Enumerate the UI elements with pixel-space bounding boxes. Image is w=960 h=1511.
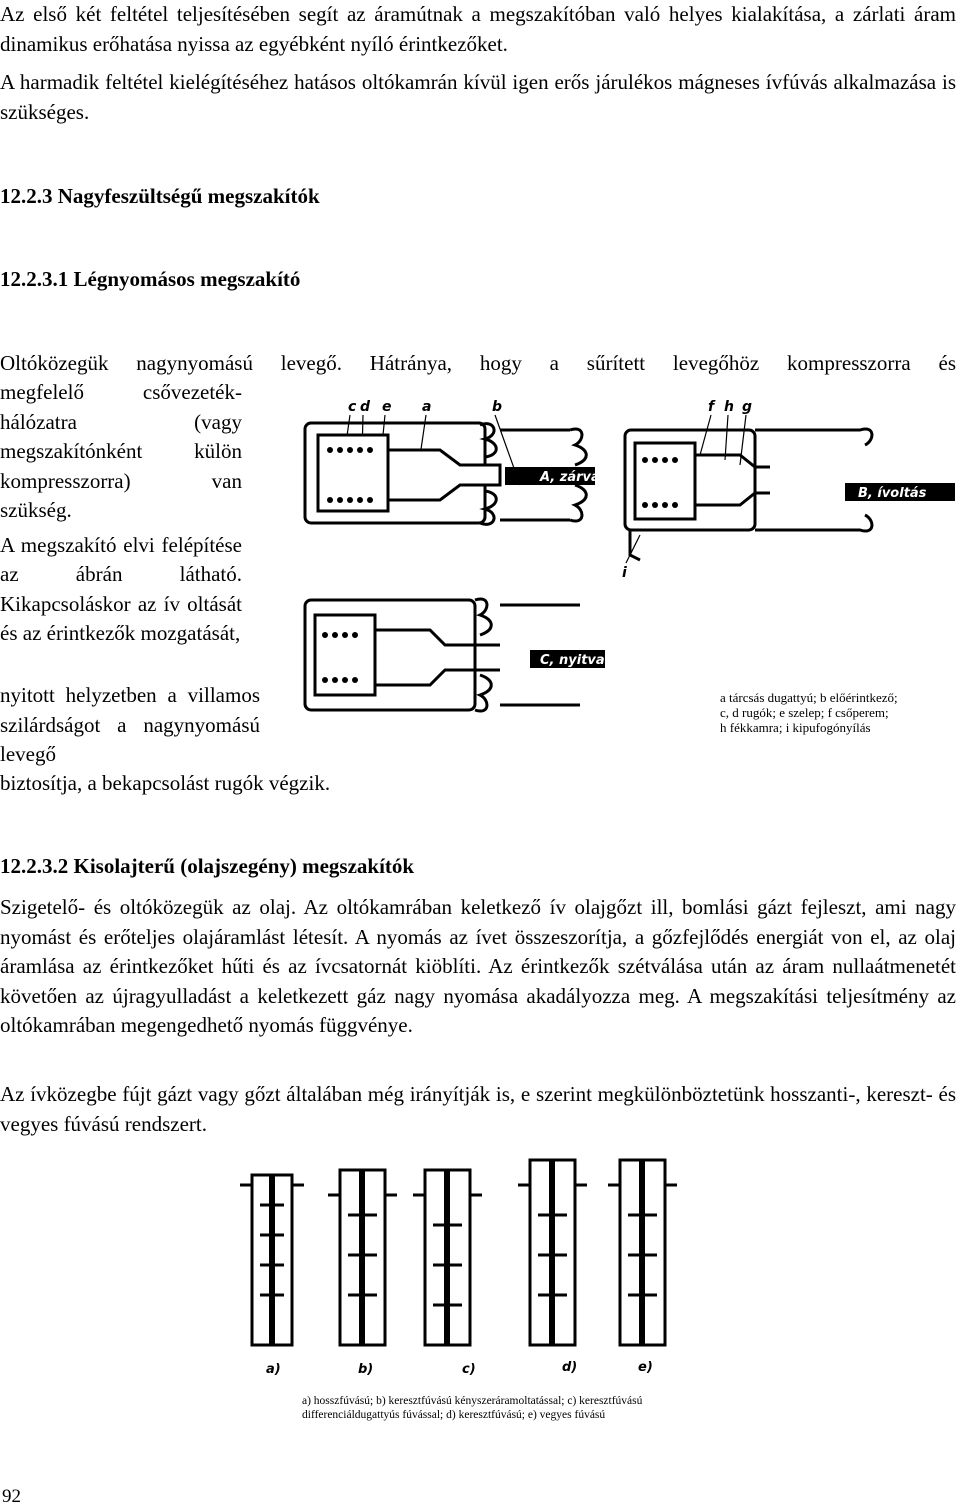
chamber-b xyxy=(328,1170,397,1345)
fig1-label-f: f xyxy=(708,399,715,415)
figure1-caption-line2: c, d rugók; e szelep; f csőperem; xyxy=(720,705,889,720)
chamber-label-a: a) xyxy=(266,1362,281,1377)
intro-paragraph-1: Az első két feltétel teljesítésében segít az áramútnak a megszakítóban való helyes kialakítása, a zárlati áram dinamikus erőhatása nyissa az egyébként nyíló érintkezőket. xyxy=(0,2,956,56)
oil-breaker-figure xyxy=(240,1145,690,1385)
air-paragraph-column xyxy=(0,378,242,649)
chamber-a xyxy=(240,1175,304,1345)
section-heading-12-2-3: 12.2.3 Nagyfeszültségű megszakítók xyxy=(0,184,320,208)
air-paragraph-tail: nyitott helyzetben a villamos szilárdságot a nagynyomású levegő xyxy=(0,683,260,766)
chamber-c xyxy=(413,1170,482,1345)
figure2-caption-line1: a) hosszfúvású; b) keresztfúvású kényszeráramoltatással; c) keresztfúvású xyxy=(302,1395,643,1407)
state-label-a: A, zárva xyxy=(540,470,600,485)
air-paragraph-2: A megszakító elvi felépítése az ábrán látható. Kikapcsoláskor az ív oltását és az érintkezők mozgatását, xyxy=(0,532,242,645)
figure1-caption-line1: a tárcsás dugattyú; b előérintkező; xyxy=(720,690,898,705)
state-label-c: C, nyitva xyxy=(540,653,605,668)
chamber-label-c: c) xyxy=(462,1362,476,1377)
chamber-label-b: b) xyxy=(358,1362,374,1377)
intro-paragraph-2: A harmadik feltétel kielégítéséhez hatásos oltókamrán kívül igen erős járulékos mágneses ívfúvás alkalmazása is szükséges. xyxy=(0,70,956,124)
fig1-label-h: h xyxy=(724,399,734,415)
figure2-caption xyxy=(302,1394,642,1422)
page-number: 92 xyxy=(2,1486,21,1507)
oil-paragraph-1: Szigetelő- és oltóközegük az olaj. Az oltókamrában keletkező ív olajgőzt ill, bomlási gázt fejleszt, ami nagy nyomást és erőteljes olajáramlást létesít. A nyomás az ívet összeszorítja, a gőzfejlődés energiát von el, az olaj áramlása az érintkezőket hűti és az ívcsatornát kiöblíti. Az érintkezők szétválása után az áram nullaátmenetét követően az újragyulladást a keletkezett gáz nagy nyomása akadályozza meg. A megszakítási teljesítmény az oltókamrában megengedhető nyomás függvénye. xyxy=(0,895,956,1037)
air-paragraph-end: biztosítja, a bekapcsolást rugók végzik. xyxy=(0,771,331,795)
fig1-label-c: c xyxy=(348,399,357,415)
fig1-label-g: g xyxy=(742,399,753,415)
air-paragraph-cont: megfelelő csővezeték-hálózatra (vagy megszakítónként külön kompresszorra) van szükség. xyxy=(0,380,242,522)
air-paragraph-lead: Oltóközegük nagynyomású levegő. Hátránya, hogy a sűrített levegőhöz kompresszorra és xyxy=(0,351,956,375)
chamber-e xyxy=(608,1160,677,1345)
fig1-label-a: a xyxy=(422,399,432,415)
fig1-label-i: i xyxy=(622,565,627,581)
figure1-caption-line3: h fékkamra; i kipufogónyílás xyxy=(720,720,871,735)
fig1-label-d: d xyxy=(360,399,371,415)
figure2-caption-line2: differenciáldugattyús fúvással; d) keresztfúvású; e) vegyes fúvású xyxy=(302,1409,606,1421)
fig1-label-b: b xyxy=(492,399,503,415)
state-label-b: B, ívoltás xyxy=(858,486,927,501)
fig1-label-e: e xyxy=(382,399,392,415)
section-heading-12-2-3-2: 12.2.3.2 Kisolajterű (olajszegény) megszakítók xyxy=(0,854,415,878)
figure1-caption xyxy=(720,690,898,735)
air-breaker-figure xyxy=(300,395,960,725)
breaker-b-arcing xyxy=(625,429,872,560)
oil-paragraph-2: Az ívközegbe fújt gázt vagy gőzt általában még irányítják is, e szerint megkülönböztetünk hosszanti-, kereszt- és vegyes fúvású rendszert. xyxy=(0,1082,956,1136)
chamber-label-e: e) xyxy=(638,1360,653,1375)
section-heading-12-2-3-1: 12.2.3.1 Légnyomásos megszakító xyxy=(0,267,301,291)
chamber-d xyxy=(518,1160,587,1345)
chamber-label-d: d) xyxy=(562,1360,578,1375)
